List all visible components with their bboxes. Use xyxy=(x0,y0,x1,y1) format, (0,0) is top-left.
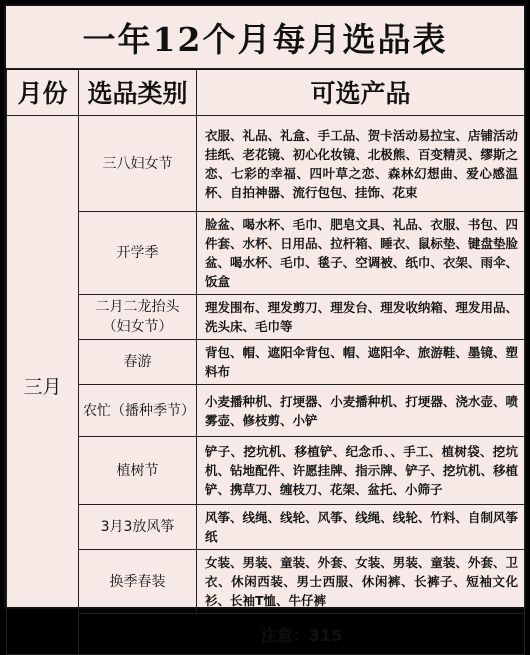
category-cell: 二月二龙抬头（妇女节） xyxy=(79,295,197,340)
products-cell: 背包、帽、遮阳伞背包、帽、遮阳伞、旅游鞋、墨镜、塑料布 xyxy=(197,340,525,385)
table-row xyxy=(7,437,525,505)
table-row xyxy=(7,212,525,295)
product-table xyxy=(6,68,525,655)
products-cell: 风筝、线绳、线轮、风筝、线绳、线轮、竹料、自制风筝纸 xyxy=(197,505,525,550)
page-title: 一年12个月每月选品表 xyxy=(6,6,524,70)
products-cell: 衣服、礼品、礼盒、手工品、贺卡活动易拉宝、店铺活动挂纸、老花镜、初心化妆镜、北极熊、百变精灵、缪斯之恋、七彩的幸福、四叶草之恋、森林幻想曲、爱心感温杯、自拍神器、流行包包、挂饰、花束 xyxy=(197,116,525,212)
category-cell: 农忙（播种季节） xyxy=(79,385,197,437)
header-category: 选品类别 xyxy=(79,69,197,116)
header-month: 月份 xyxy=(7,69,79,116)
category-cell: 春游 xyxy=(79,340,197,385)
table-row xyxy=(7,505,525,550)
month-cell: 三月 xyxy=(7,116,79,655)
products-cell: 脸盆、喝水杯、毛巾、肥皂文具、礼品、衣服、书包、四件套、水杯、日用品、拉杆箱、睡衣、鼠标垫、键盘垫脸盆、喝水杯、毛巾、毯子、空调被、纸巾、衣架、雨伞、饭盒 xyxy=(197,212,525,295)
header-products: 可选产品 xyxy=(197,69,525,116)
products-cell: 理发围布、理发剪刀、理发台、理发收纳箱、理发用品、洗头床、毛巾等 xyxy=(197,295,525,340)
products-cell: 小麦播种机、打埂器、小麦播种机、打埂器、浇水壶、喷雾壶、修枝剪、小铲 xyxy=(197,385,525,437)
table-row xyxy=(7,385,525,437)
category-cell: 3月3放风筝 xyxy=(79,505,197,550)
table-row xyxy=(7,295,525,340)
selection-sheet xyxy=(4,4,526,645)
category-cell: 三八妇女节 xyxy=(79,116,197,212)
table-row xyxy=(7,116,525,212)
footer-row xyxy=(7,614,525,655)
table-row xyxy=(7,550,525,614)
category-cell: 换季春装 xyxy=(79,550,197,614)
products-cell: 铲子、挖坑机、移植铲、纪念币、、手工、植树袋、挖坑机、钻地配件、许愿挂牌、指示牌、铲子、挖坑机、移植铲、携草刀、缠枝刀、花架、盆托、小筛子 xyxy=(197,437,525,505)
footer-note: 注意：315 xyxy=(79,614,525,655)
products-cell: 女装、男装、童装、外套、女装、男装、童装、外套、卫衣、休闲西装、男士西服、休闲裤、长裤子、短袖文化衫、长袖T恤、牛仔裤 xyxy=(197,550,525,614)
header-row xyxy=(7,69,525,116)
category-cell: 植树节 xyxy=(79,437,197,505)
category-cell: 开学季 xyxy=(79,212,197,295)
table-row xyxy=(7,340,525,385)
